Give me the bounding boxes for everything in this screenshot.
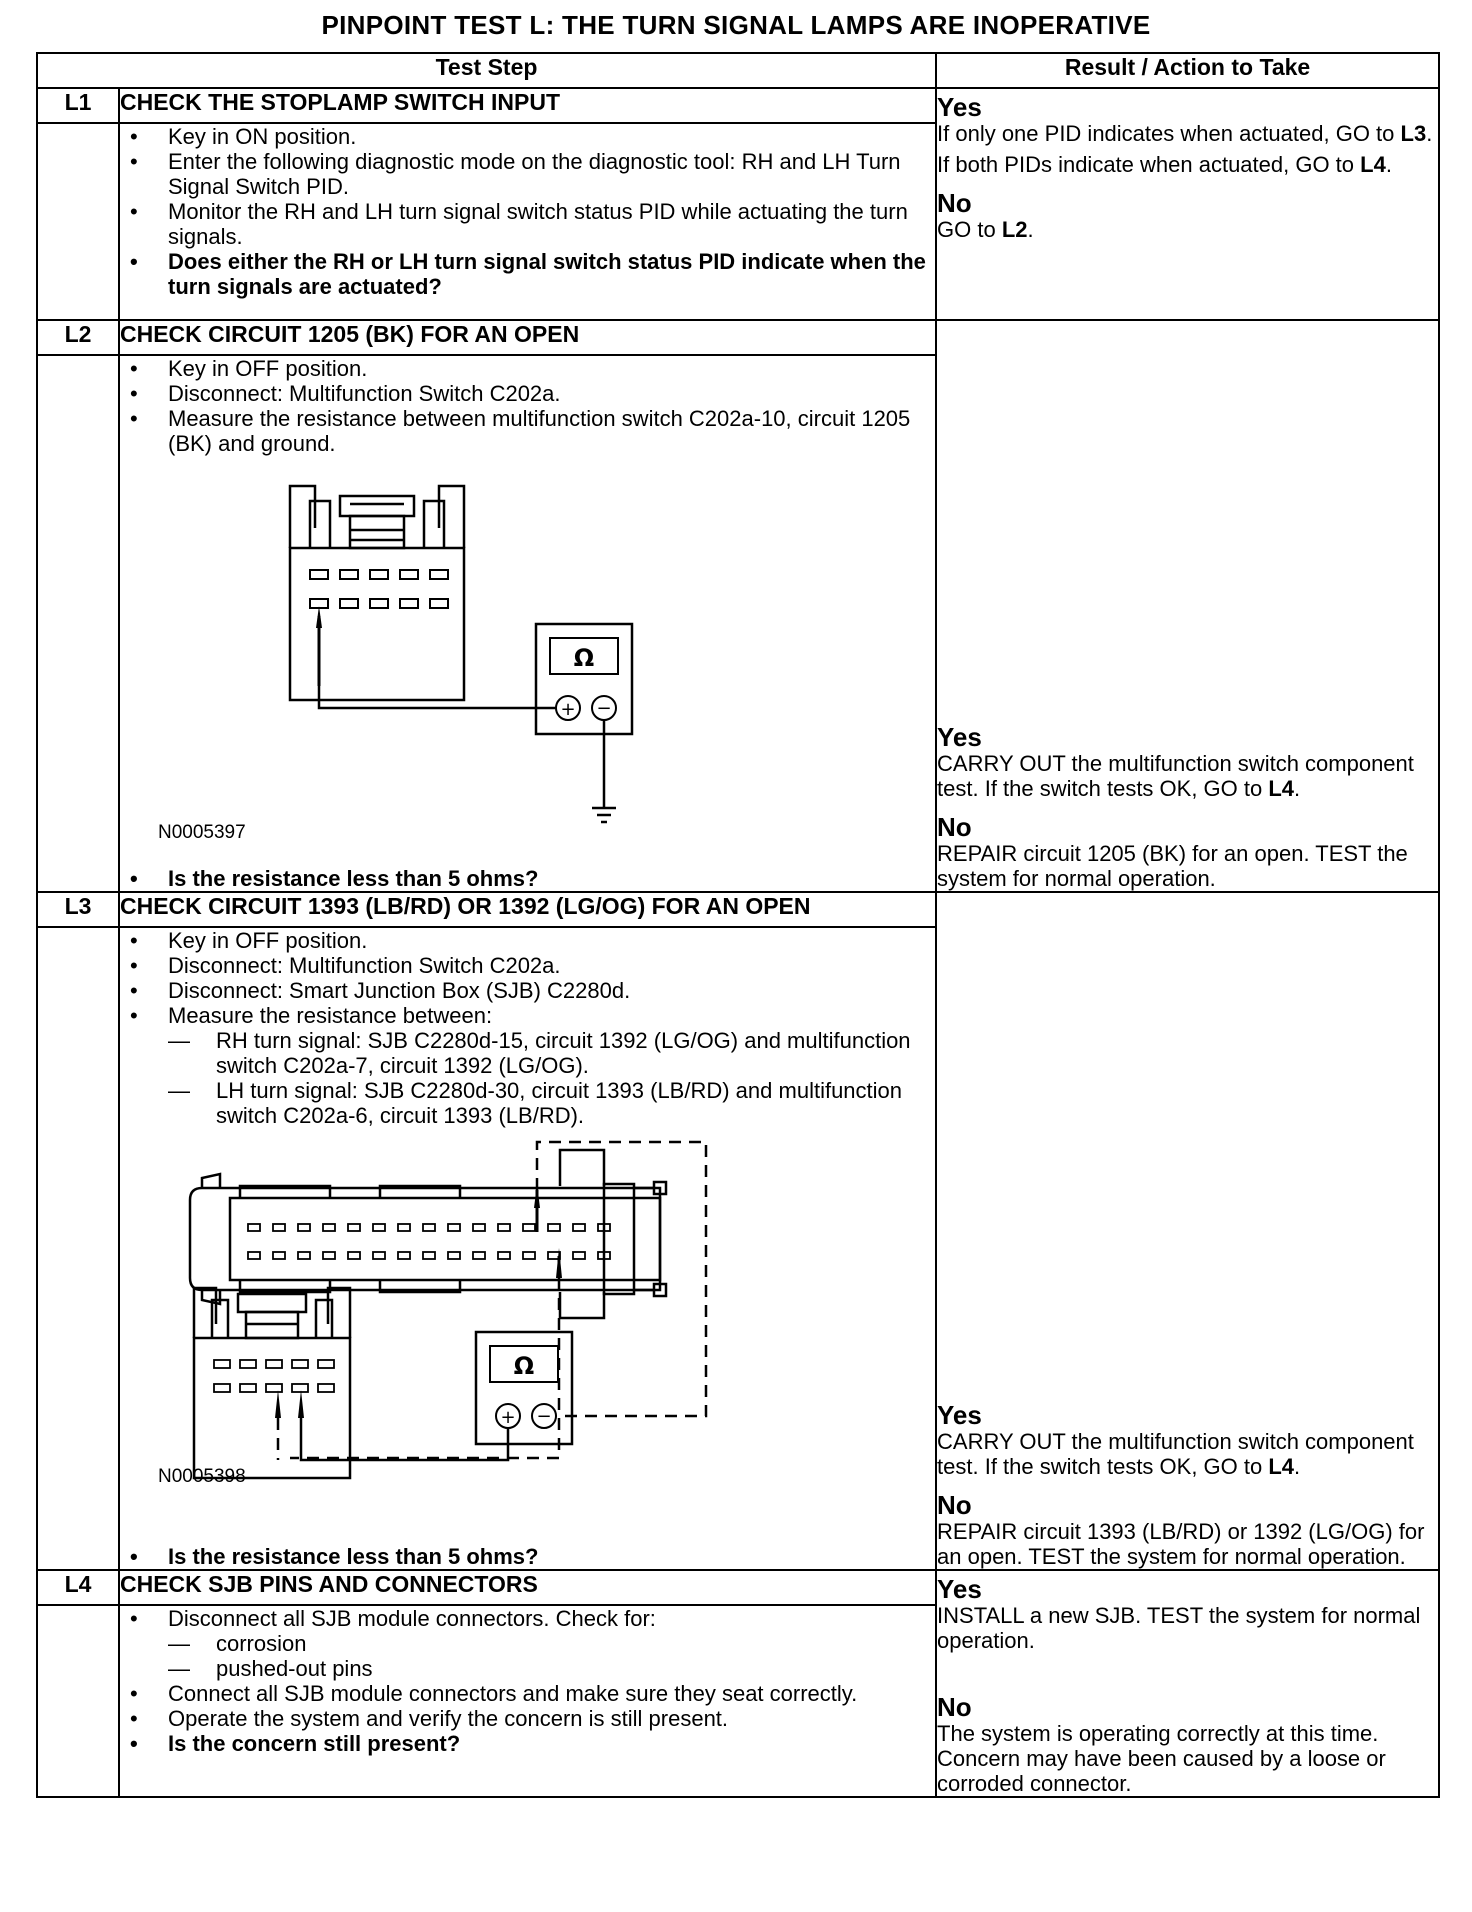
connector-pin	[448, 1252, 460, 1259]
connector-pin	[523, 1224, 535, 1231]
svg-text:−: −	[536, 1406, 552, 1427]
ohm-symbol: Ω	[573, 644, 595, 672]
step-L2-result	[936, 320, 1439, 892]
connector-pin	[298, 1224, 310, 1231]
no-text: The system is operating correctly at this time. Concern may have been caused by a loose or corroded connector.	[937, 1721, 1386, 1796]
pinpoint-test-table	[36, 52, 1440, 1798]
list-item: • Key in OFF position.	[168, 356, 935, 381]
header-test-step: Test Step	[37, 53, 936, 88]
list-item: — corrosion	[216, 1631, 935, 1656]
no-label: No	[937, 1490, 972, 1520]
list-item: — LH turn signal: SJB C2280d-30, circuit 1393 (LB/RD) and multifunction switch C202a-6, circuit 1393 (LB/RD).	[216, 1078, 935, 1128]
step-L3-title-row	[37, 892, 1439, 927]
connector-pin	[423, 1224, 435, 1231]
yes-text: CARRY OUT the multifunction switch component test. If the switch tests OK, GO to L4.	[937, 751, 1414, 801]
page-title: PINPOINT TEST L: THE TURN SIGNAL LAMPS ARE INOPERATIVE	[321, 10, 1151, 40]
connector-pin	[473, 1224, 485, 1231]
step-L1-title-row	[37, 88, 1439, 123]
connector-pin	[248, 1224, 260, 1231]
connector-pin	[573, 1224, 585, 1231]
connector-pin	[273, 1224, 285, 1231]
step-question: • Is the resistance less than 5 ohms?	[168, 866, 935, 891]
step-L4-result	[936, 1570, 1439, 1797]
header-result: Result / Action to Take	[936, 53, 1439, 88]
step-title: CHECK SJB PINS AND CONNECTORS	[119, 1570, 936, 1605]
header-row	[37, 53, 1439, 88]
list-item: • Connect all SJB module connectors and make sure they seat correctly.	[168, 1681, 935, 1706]
no-label: No	[937, 188, 972, 218]
step-L2-title-row	[37, 320, 1439, 355]
connector-pin	[498, 1224, 510, 1231]
figure-N0005397	[120, 456, 935, 868]
no-label: No	[937, 812, 972, 842]
list-item: — pushed-out pins	[216, 1656, 935, 1681]
list-item: • Disconnect all SJB module connectors. Check for: — corrosion — pushed-out pins	[168, 1606, 935, 1681]
yes-label: Yes	[937, 722, 982, 752]
connector-pin	[348, 1224, 360, 1231]
no-label: No	[937, 1692, 972, 1722]
svg-text:+: +	[500, 1407, 516, 1428]
list-item: • Monitor the RH and LH turn signal switch status PID while actuating the turn signals.	[168, 199, 935, 249]
yes-text-2: If both PIDs indicate when actuated, GO to L4.	[937, 152, 1392, 177]
connector-pin	[348, 1252, 360, 1259]
list-item: • Key in ON position.	[168, 124, 935, 149]
connector-pin	[273, 1252, 285, 1259]
step-question: • Does either the RH or LH turn signal switch status PID indicate when the turn signals are actuated?	[168, 249, 935, 299]
list-item: — RH turn signal: SJB C2280d-15, circuit 1392 (LG/OG) and multifunction switch C202a-7, circuit 1392 (LG/OG).	[216, 1028, 935, 1078]
figure-N0005398	[120, 1128, 935, 1546]
list-item: • Key in OFF position.	[168, 928, 935, 953]
step-id: L3	[37, 892, 119, 927]
connector-pin	[573, 1252, 585, 1259]
connector-pin	[548, 1224, 560, 1231]
yes-text: If only one PID indicates when actuated, GO to L3.	[937, 121, 1433, 146]
connector-pin	[473, 1252, 485, 1259]
connector-pin	[248, 1252, 260, 1259]
step-L3-body	[119, 927, 936, 1570]
step-id: L1	[37, 88, 119, 123]
yes-label: Yes	[937, 1574, 982, 1604]
connector-pin	[323, 1252, 335, 1259]
list-item: • Enter the following diagnostic mode on the diagnostic tool: RH and LH Turn Signal Switch PID.	[168, 149, 935, 199]
step-L4-body	[119, 1605, 936, 1797]
list-item: • Measure the resistance between multifunction switch C202a-10, circuit 1205 (BK) and ground.	[168, 406, 935, 456]
step-L1-body	[119, 123, 936, 320]
pin-row-2	[248, 1252, 610, 1259]
step-id: L4	[37, 1570, 119, 1605]
list-item: • Disconnect: Multifunction Switch C202a.	[168, 953, 935, 978]
svg-text:+: +	[560, 699, 576, 720]
step-id: L2	[37, 320, 119, 355]
no-text: REPAIR circuit 1393 (LB/RD) or 1392 (LG/OG) for an open. TEST the system for normal operation.	[937, 1519, 1425, 1569]
connector-pin	[423, 1252, 435, 1259]
connector-pin	[373, 1224, 385, 1231]
step-L2-body	[119, 355, 936, 892]
connector-pin	[323, 1224, 335, 1231]
connector-pin	[523, 1252, 535, 1259]
list-item: • Measure the resistance between: — RH turn signal: SJB C2280d-15, circuit 1392 (LG/OG) and multifunction switch C202a-7, circuit 1392 (LG/OG). — LH turn signal: SJB C2280d-30, circuit 1393 (LB/RD) and multifunction switch C202a-6, circuit 1393 (LB/RD).	[168, 1003, 935, 1128]
step-L3-result	[936, 892, 1439, 1570]
yes-label: Yes	[937, 92, 982, 122]
connector-pin	[448, 1224, 460, 1231]
list-item: • Operate the system and verify the concern is still present.	[168, 1706, 935, 1731]
pin-row-1	[248, 1224, 610, 1231]
figure-id: N0005398	[158, 1466, 246, 1487]
svg-text:−: −	[596, 698, 612, 719]
connector-pin	[373, 1252, 385, 1259]
yes-text: INSTALL a new SJB. TEST the system for normal operation.	[937, 1603, 1421, 1653]
list-item: • Disconnect: Multifunction Switch C202a.	[168, 381, 935, 406]
step-title: CHECK CIRCUIT 1393 (LB/RD) OR 1392 (LG/OG) FOR AN OPEN	[119, 892, 936, 927]
connector-pin	[398, 1224, 410, 1231]
step-title: CHECK THE STOPLAMP SWITCH INPUT	[119, 88, 936, 123]
figure-id: N0005397	[158, 822, 246, 843]
step-title: CHECK CIRCUIT 1205 (BK) FOR AN OPEN	[119, 320, 936, 355]
ohm-symbol: Ω	[513, 1352, 535, 1380]
yes-label: Yes	[937, 1400, 982, 1430]
step-question: • Is the resistance less than 5 ohms?	[168, 1544, 935, 1569]
list-item: • Disconnect: Smart Junction Box (SJB) C2280d.	[168, 978, 935, 1003]
step-L4-title-row	[37, 1570, 1439, 1605]
no-text: GO to L2.	[937, 217, 1034, 242]
yes-text: CARRY OUT the multifunction switch component test. If the switch tests OK, GO to L4.	[937, 1429, 1414, 1479]
connector-pin	[398, 1252, 410, 1259]
connector-diagram	[120, 456, 920, 868]
no-text: REPAIR circuit 1205 (BK) for an open. TEST the system for normal operation.	[937, 841, 1408, 891]
step-question: • Is the concern still present?	[168, 1731, 935, 1756]
connector-pin	[498, 1252, 510, 1259]
step-L1-result	[936, 88, 1439, 320]
connector-pin	[298, 1252, 310, 1259]
